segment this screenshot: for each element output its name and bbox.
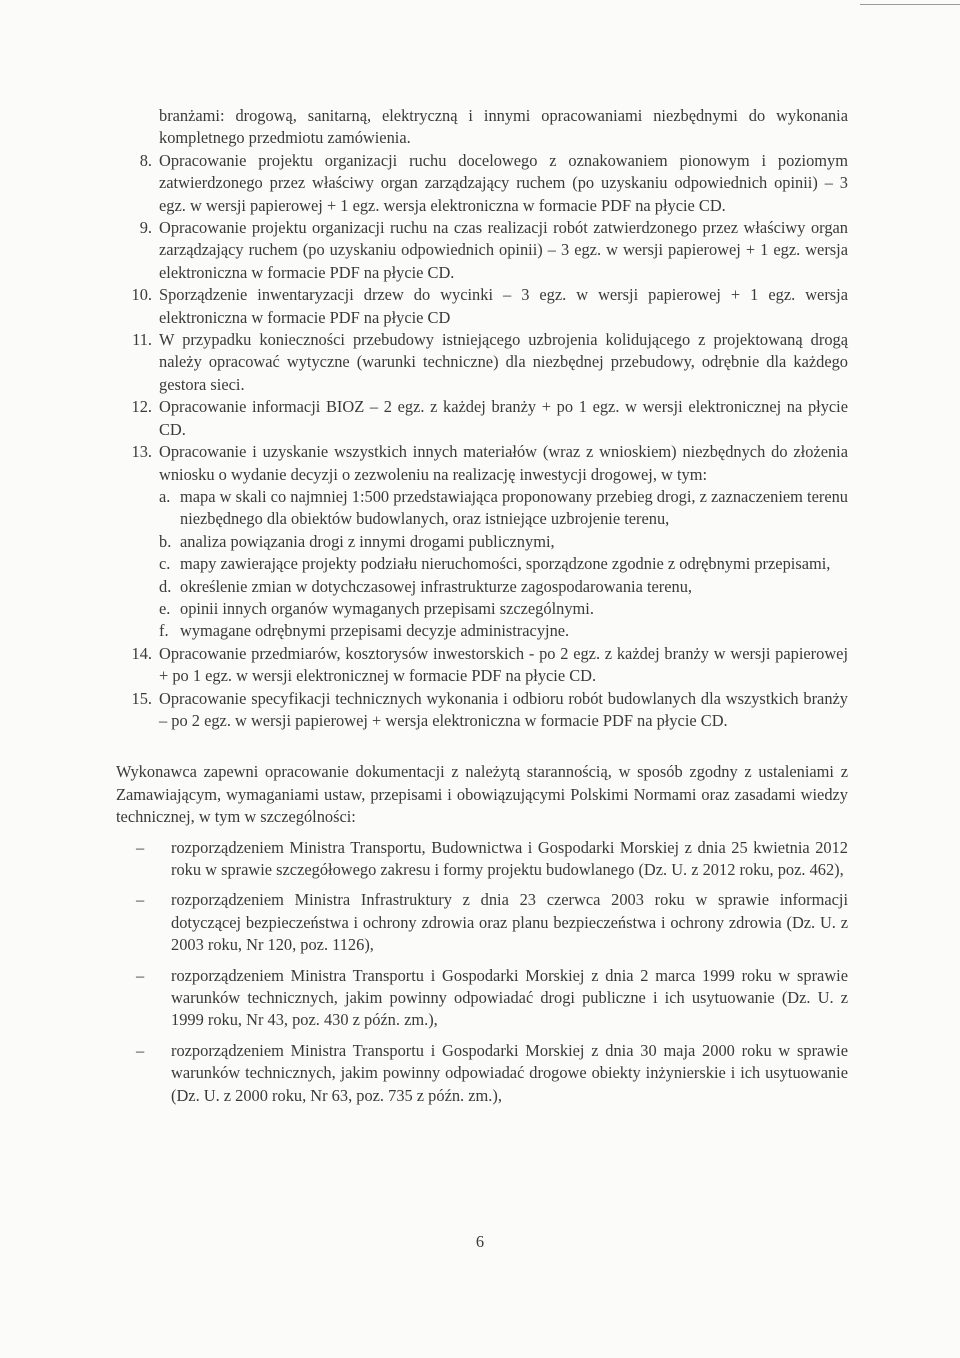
sub-item-c [159, 553, 848, 575]
list-item-10 [116, 284, 848, 329]
sub-item-f [159, 620, 848, 642]
item-number: 14. [131, 643, 152, 663]
regulation-text: rozporządzeniem Ministra Infrastruktury z dnia 23 czerwca 2003 roku w sprawie informacji dotyczącej bezpieczeństwa i ochrony zdrowia oraz planu bezpieczeństwa i ochrony zdrowia (Dz. U. z 2003 roku, Nr 120, poz. 1126), [171, 890, 848, 955]
item-text: W przypadku konieczności przebudowy istniejącego uzbrojenia kolidującego z projektowaną drogą należy opracować wytyczne (warunki techniczne) dla niezbędnej przebudowy, odrębnie dla każdego gestora sieci. [159, 330, 848, 394]
sub-item-text: wymagane odrębnymi przepisami decyzje administracyjne. [180, 621, 570, 641]
sub-item-text: analiza powiązania drogi z innymi drogami publicznymi, [180, 531, 555, 551]
sub-item-text: mapy zawierające projekty podziału nieruchomości, sporządzone zgodnie z odrębnymi przepisami, [180, 554, 831, 574]
item-number: 8. [139, 150, 152, 170]
list-item-13 [116, 441, 848, 643]
item-text: Opracowanie specyfikacji technicznych wykonania i odbioru robót budowlanych dla wszystkich branży – po 2 egz. w wersji papierowej + wersja elektroniczna w formacie PDF na płycie CD. [159, 688, 848, 730]
item-number: 11. [132, 330, 152, 350]
item-number: 13. [131, 442, 152, 462]
regulation-item [116, 965, 848, 1032]
scan-edge-line [860, 4, 960, 5]
sub-item-letter: f. [159, 621, 169, 641]
regulation-text: rozporządzeniem Ministra Transportu i Gospodarki Morskiej z dnia 2 marca 1999 roku w sprawie warunków technicznych, jakim powinny odpowiadać drogi publiczne i ich usytuowanie (Dz. U. z 1999 roku, Nr 43, poz. 430 z późn. zm.), [171, 965, 848, 1030]
item-text: Opracowanie projektu organizacji ruchu docelowego z oznakowaniem pionowym i poziomym zatwierdzonego przez właściwy organ zarządzający ruchem (po uzyskaniu odpowiednich opinii) – 3 egz. w wersji papierowej + 1 egz. wersja elektroniczna w formacie PDF na płycie CD. [159, 150, 848, 215]
sub-item-letter: d. [159, 576, 172, 596]
list-item-8 [116, 150, 848, 217]
sub-list [159, 486, 848, 643]
sub-item-b [159, 531, 848, 553]
sub-item-d [159, 576, 848, 598]
item-text: Opracowanie projektu organizacji ruchu na czas realizacji robót zatwierdzonego przez właściwy organ zarządzający ruchem (po uzyskaniu odpowiednich opinii) – 3 egz. w wersji papierowej + 1 egz. wersja elektroniczna w formacie PDF na płycie CD. [159, 218, 848, 282]
list-item-14 [116, 643, 848, 688]
regulations-list [116, 837, 848, 1107]
item-number: 15. [131, 688, 152, 708]
numbered-list [116, 150, 848, 733]
list-item-15 [116, 688, 848, 733]
sub-item-text: określenie zmian w dotychczasowej infrastrukturze zagospodarowania terenu, [180, 576, 692, 596]
intro-continuation: branżami: drogową, sanitarną, elektryczną i innymi opracowaniami niezbędnymi do wykonania kompletnego przedmiotu zamówienia. [159, 106, 848, 148]
list-item-12 [116, 396, 848, 441]
item-number: 10. [131, 285, 152, 305]
item-text: Opracowanie informacji BIOZ – 2 egz. z każdej branży + po 1 egz. w wersji elektronicznej na płycie CD. [159, 397, 848, 439]
sub-item-text: mapa w skali co najmniej 1:500 przedstawiająca proponowany przebieg drogi, z zaznaczeniem terenu niezbędnego dla obiektów budowlanych, oraz istniejące uzbrojenie terenu, [180, 486, 848, 529]
body-paragraph: Wykonawca zapewni opracowanie dokumentacji z należytą starannością, w sposób zgodny z ustaleniami z Zamawiającym, wymaganiami ustaw, przepisami i obowiązującymi Polskimi Normami oraz zasadami wiedzy technicznej, w tym w szczególności: [116, 762, 848, 827]
regulation-text: rozporządzeniem Ministra Transportu, Budownictwa i Gospodarki Morskiej z dnia 25 kwietnia 2012 roku w sprawie szczegółowego zakresu i formy projektu budowlanego (Dz. U. z 2012 roku, poz. 462), [171, 837, 848, 879]
item-text: Sporządzenie inwentaryzacji drzew do wycinki – 3 egz. w wersji papierowej + 1 egz. wersja elektroniczna w formacie PDF na płycie CD [159, 285, 848, 327]
regulation-text: rozporządzeniem Ministra Transportu i Gospodarki Morskiej z dnia 30 maja 2000 roku w sprawie warunków technicznych, jakim powinny odpowiadać drogowe obiekty inżynierskie i ich usytuowanie (Dz. U. z 2000 roku, Nr 63, poz. 735 z późn. zm.), [171, 1040, 848, 1105]
sub-item-a [159, 486, 848, 531]
item-number: 12. [131, 397, 152, 417]
regulation-item [116, 889, 848, 956]
list-item-9 [116, 217, 848, 284]
page-number: 6 [475, 1232, 485, 1251]
dash-bullet: – [136, 837, 145, 857]
sub-item-letter: c. [159, 554, 171, 574]
sub-item-e [159, 598, 848, 620]
regulation-item [116, 1040, 848, 1107]
item-number: 9. [139, 218, 152, 238]
dash-bullet: – [136, 965, 145, 985]
sub-item-text: opinii innych organów wymaganych przepisami szczególnymi. [180, 598, 594, 618]
item-text: Opracowanie przedmiarów, kosztorysów inwestorskich - po 2 egz. z każdej branży w wersji papierowej + po 1 egz. w wersji elektronicznej w formacie PDF na płycie CD. [159, 643, 848, 686]
sub-item-letter: b. [159, 531, 172, 551]
item-text: Opracowanie i uzyskanie wszystkich innych materiałów (wraz z wnioskiem) niezbędnych do złożenia wniosku o wydanie decyzji o zezwoleniu na realizację inwestycji drogowej, w tym: [159, 442, 848, 484]
dash-bullet: – [136, 1040, 145, 1060]
sub-item-letter: a. [159, 486, 171, 506]
dash-bullet: – [136, 890, 145, 910]
regulation-item [116, 837, 848, 882]
list-item-11 [116, 329, 848, 396]
sub-item-letter: e. [159, 598, 171, 618]
document-page [116, 105, 848, 1115]
